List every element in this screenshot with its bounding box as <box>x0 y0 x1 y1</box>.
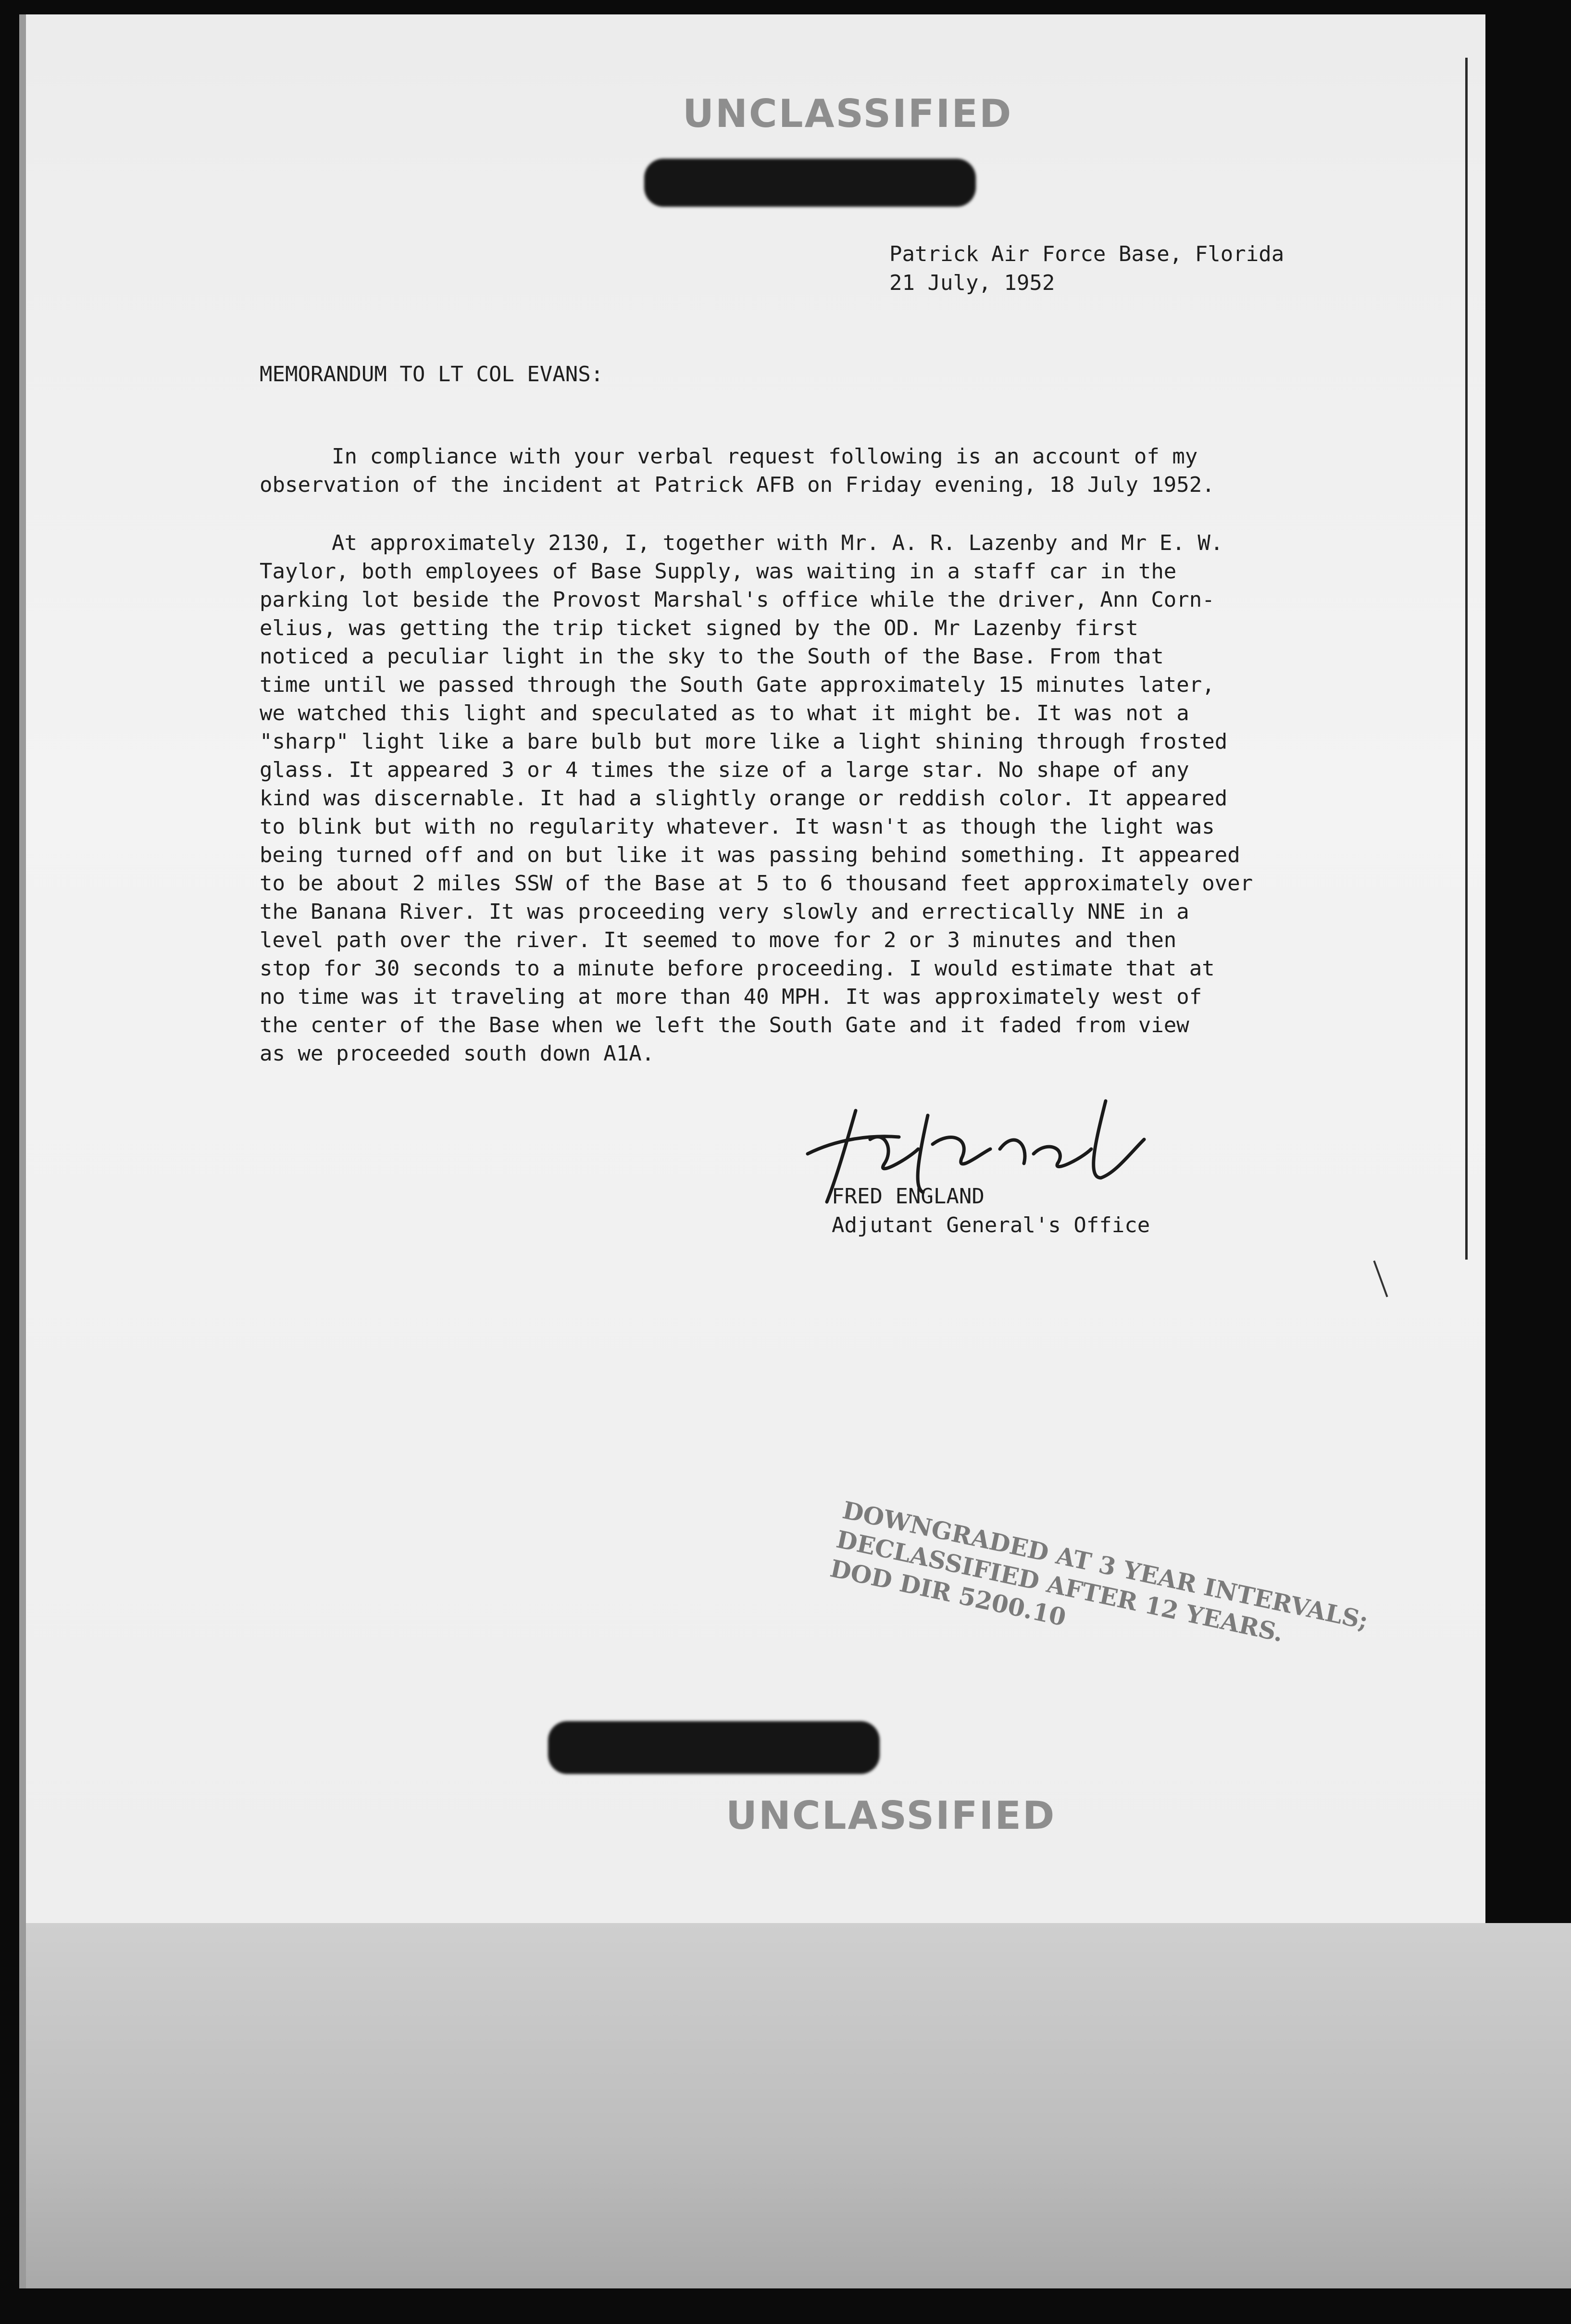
redaction-bar-bottom <box>548 1721 880 1774</box>
margin-rule <box>1465 58 1468 1260</box>
downgrade-stamp: DOWNGRADED AT 3 YEAR INTERVALS; DECLASSIFIED AFTER 12 YEARS. DOD DIR 5200.10 <box>827 1495 1371 1648</box>
page-shadow-area <box>19 1923 1571 2288</box>
page-left-edge <box>19 14 26 2288</box>
redaction-bar-top <box>644 159 976 207</box>
signature-name: FRED ENGLAND <box>832 1184 985 1209</box>
header-location: Patrick Air Force Base, Florida <box>889 242 1284 266</box>
unclassified-stamp-top: UNCLASSIFIED <box>683 91 1013 136</box>
paragraph-1: In compliance with your verbal request following is an account of my observation of the incident at Patrick AFB on Friday evening, 18 July 1952. <box>260 444 1215 497</box>
paragraph-2: At approximately 2130, I, together with Mr. A. R. Lazenby and Mr E. W. Taylor, both employees of Base Supply, was waiting in a staff car in the parking lot beside the Provost Marshal's office while the driver, Ann Corn- elius, was getting the trip ticket signed by the OD. Mr Lazenby first noticed a peculiar light in the sky to the South of the Base. From that time until we passed through the South Gate approximately 15 minutes later, we watched this light and speculated as to what it might be. It was not a "sharp" light like a bare bulb but more like a light shining through frosted glass. It appeared 3 or 4 times the size of a large star. No shape of any kind was discernable. It had a slightly orange or reddish color. It appeared to blink but with no regularity whatever. It wasn't as though the light was being turned off and on but like it was passing behind something. It appeared to be about 2 miles SSW of the Base at 5 to 6 thousand feet approximately over the Banana River. It was proceeding very slowly and errectically NNE in a level path over the river. It seemed to move for 2 or 3 minutes and then stop for 30 seconds to a minute before proceeding. I would estimate that at no time was it traveling at more than 40 MPH. It was approximately west of the center of the Base when we left the South Gate and it faded from view as we proceeded south down A1A. <box>260 531 1253 1066</box>
memo-to-line: MEMORANDUM TO LT COL EVANS: <box>260 362 604 387</box>
unclassified-stamp-bottom: UNCLASSIFIED <box>726 1793 1056 1838</box>
signature-title: Adjutant General's Office <box>832 1213 1150 1237</box>
header-date: 21 July, 1952 <box>889 271 1055 295</box>
